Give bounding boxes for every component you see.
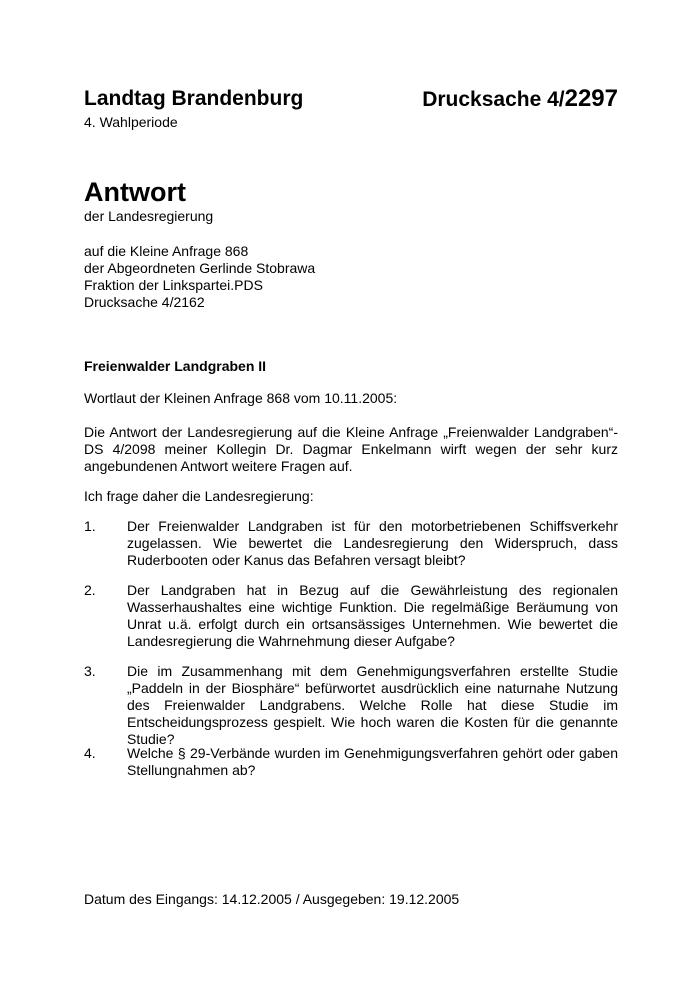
reference-line: Drucksache 4/2162 bbox=[84, 294, 205, 310]
question-text: Welche § 29-Verbände wurden im Genehmigungsverfahren gehört oder gaben Stellungnahmen ab? bbox=[127, 745, 618, 778]
document-subtitle: der Landesregierung bbox=[84, 208, 214, 224]
document-header bbox=[84, 86, 618, 131]
question-lead-in: Ich frage daher die Landesregierung: bbox=[84, 488, 314, 504]
question-number: 4. bbox=[84, 745, 96, 761]
electoral-period: 4. Wahlperiode bbox=[84, 114, 178, 130]
question-text: Die im Zusammenhang mit dem Genehmigungsverfahren erstellte Studie „Paddeln in der Biosphäre“ befürwortet ausdrücklich eine naturnahe Nutzung des Freienwalder Landgrabens. Welche Rolle hat diese Studie im Entscheidungsprozess gespielt. Wie hoch waren die Kosten für die genannte Studie? bbox=[127, 663, 618, 747]
document-title: Antwort bbox=[84, 177, 186, 207]
reference-line: Fraktion der Linkspartei.PDS bbox=[84, 277, 263, 293]
question-text: Der Landgraben hat in Bezug auf die Gewährleistung des regionalen Wasserhaushaltes eine wichtige Funktion. Die regelmäßige Beräumung von Unrat u.ä. erfolgt durch ein ortsansässiges Unternehmen. Wie bewertet die Landesregierung die Wahrnehmung dieser Aufgabe? bbox=[127, 582, 618, 649]
reference-line: der Abgeordneten Gerlinde Stobrawa bbox=[84, 260, 316, 276]
reference-block bbox=[84, 243, 315, 311]
drucksache-id: 2297 bbox=[564, 85, 618, 112]
section-heading: Freienwalder Landgraben II bbox=[84, 358, 267, 374]
reference-line: auf die Kleine Anfrage 868 bbox=[84, 243, 249, 259]
drucksache-prefix: Drucksache 4/ bbox=[422, 88, 565, 111]
question-number: 1. bbox=[84, 518, 96, 534]
intro-paragraph: Die Antwort der Landesregierung auf die Kleine Anfrage „Freienwalder Landgraben“- DS 4/2098 meiner Kollegin Dr. Dagmar Enkelmann wirft wegen der sehr kurz angebundenen Antwort weitere Fragen auf. bbox=[84, 424, 618, 474]
drucksache-number bbox=[422, 86, 618, 113]
question-number: 3. bbox=[84, 663, 96, 679]
inquiry-wording-line: Wortlaut der Kleinen Anfrage 868 vom 10.11.2005: bbox=[84, 390, 398, 406]
receipt-dates: Datum des Eingangs: 14.12.2005 / Ausgegeben: 19.12.2005 bbox=[84, 891, 460, 907]
question-number: 2. bbox=[84, 582, 96, 598]
parliament-name: Landtag Brandenburg bbox=[84, 87, 304, 110]
question-text: Der Freienwalder Landgraben ist für den motorbetriebenen Schiffsverkehr zugelassen. Wie bewertet die Landesregierung den Widerspruch, dass Ruderbooten oder Kanus das Befahren versagt bleibt? bbox=[127, 518, 618, 568]
